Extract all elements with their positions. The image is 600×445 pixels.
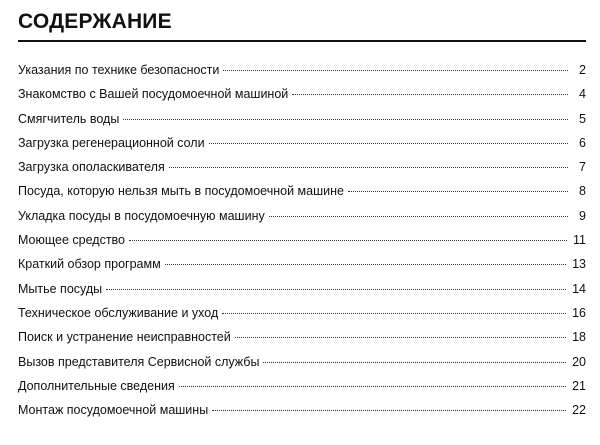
toc-entry-title: Вызов представителя Сервисной службы — [18, 354, 260, 369]
toc-entry-title: Краткий обзор программ — [18, 257, 161, 272]
dot-leader — [292, 94, 568, 95]
toc-entry[interactable] — [18, 111, 586, 135]
table-of-contents — [18, 62, 586, 426]
toc-entry[interactable] — [18, 86, 586, 110]
toc-entry-title: Посуда, которую нельзя мыть в посудомоечной машине — [18, 184, 344, 199]
toc-entry-title: Загрузка ополаскивателя — [18, 160, 165, 175]
dot-leader — [212, 410, 566, 411]
toc-entry-title: Смягчитель воды — [18, 111, 120, 126]
toc-entry-page: 11 — [573, 233, 586, 248]
dot-leader — [106, 289, 566, 290]
title-underline — [18, 40, 586, 42]
toc-entry-page: 22 — [572, 403, 586, 418]
toc-entry-title: Техническое обслуживание и уход — [18, 305, 219, 320]
toc-entry[interactable] — [18, 208, 586, 232]
toc-entry[interactable] — [18, 183, 586, 207]
dot-leader — [222, 313, 566, 314]
toc-entry-title: Указания по технике безопасности — [18, 63, 220, 77]
toc-entry[interactable] — [18, 378, 586, 402]
page-title: СОДЕРЖАНИЕ — [18, 10, 172, 33]
dot-leader — [348, 191, 568, 192]
toc-entry-page: 5 — [579, 111, 586, 126]
toc-entry-title: Моющее средство — [18, 233, 126, 248]
dot-leader — [169, 167, 568, 168]
toc-entry-page: 16 — [572, 305, 586, 320]
toc-entry[interactable] — [18, 135, 586, 159]
toc-entry-title: Укладка посуды в посудомоечную машину — [18, 208, 265, 223]
toc-entry[interactable] — [18, 232, 586, 256]
dot-leader — [179, 386, 566, 387]
dot-leader — [223, 70, 568, 71]
toc-entry[interactable] — [18, 402, 586, 426]
dot-leader — [269, 216, 568, 217]
toc-entry-title: Мытье посуды — [18, 281, 103, 296]
toc-entry[interactable] — [18, 159, 586, 183]
toc-entry-page: 14 — [572, 281, 586, 296]
toc-entry-title: Загрузка регенерационной соли — [18, 135, 205, 150]
toc-entry-page: 4 — [579, 87, 586, 102]
toc-entry-page: 20 — [572, 354, 586, 369]
toc-entry-page: 9 — [579, 208, 586, 223]
toc-entry-title: Поиск и устранение неисправностей — [18, 330, 231, 345]
toc-entry[interactable] — [18, 354, 586, 378]
toc-entry-title: Дополнительные сведения — [18, 378, 175, 393]
toc-entry-page: 8 — [579, 184, 586, 199]
toc-entry-title: Монтаж посудомоечной машины — [18, 403, 209, 418]
dot-leader — [209, 143, 568, 144]
toc-entry[interactable] — [18, 62, 586, 86]
dot-leader — [123, 119, 568, 120]
toc-entry-page: 18 — [572, 330, 586, 345]
toc-entry-page: 13 — [572, 257, 586, 272]
toc-entry[interactable] — [18, 329, 586, 353]
dot-leader — [235, 337, 566, 338]
toc-entry[interactable] — [18, 305, 586, 329]
toc-entry-page: 21 — [572, 378, 586, 393]
dot-leader — [129, 240, 567, 241]
dot-leader — [165, 264, 566, 265]
toc-entry-page: 6 — [579, 135, 586, 150]
toc-entry[interactable] — [18, 281, 586, 305]
dot-leader — [263, 362, 566, 363]
toc-entry[interactable] — [18, 256, 586, 280]
toc-entry-title: Знакомство с Вашей посудомоечной машиной — [18, 87, 289, 102]
toc-entry-page: 2 — [579, 63, 586, 77]
toc-entry-page: 7 — [579, 160, 586, 175]
